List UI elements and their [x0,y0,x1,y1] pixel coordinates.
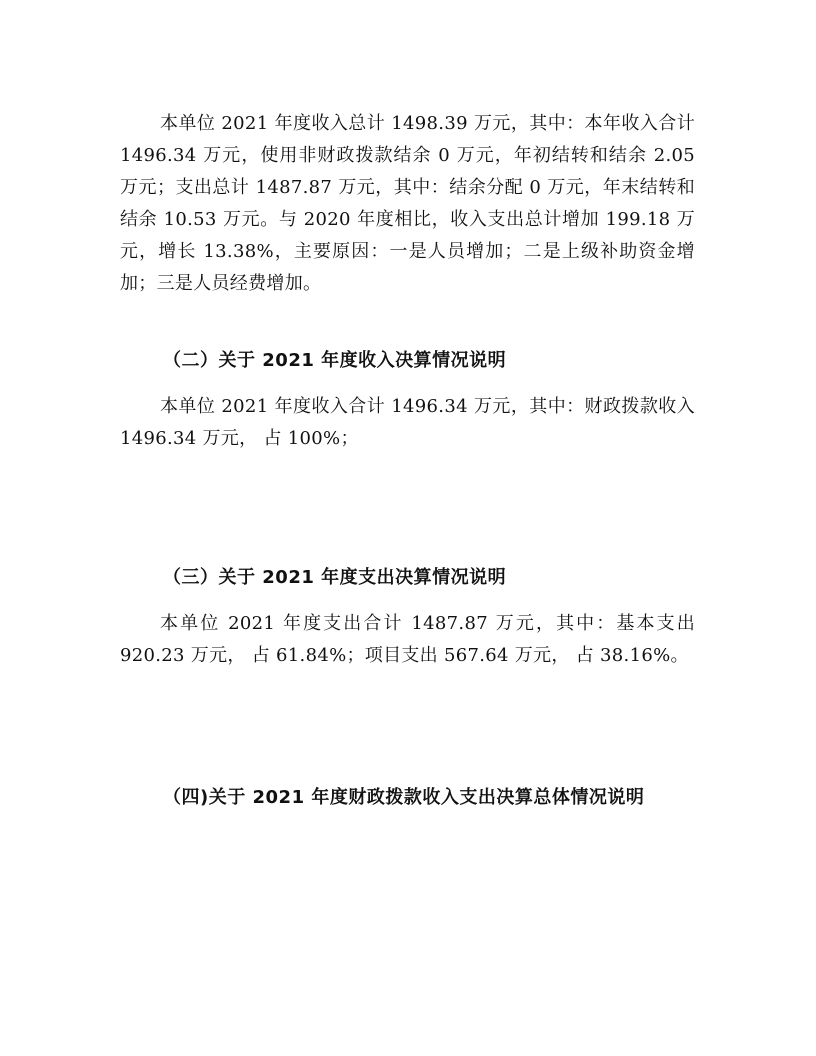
income-expenditure-summary-paragraph: 本单位 2021 年度收入总计 1498.39 万元，其中：本年收入合计 1496.34 万元，使用非财政拨款结余 0 万元，年初结转和结余 2.05 万元；支出总计 1487.87 万元，其中：结余分配 0 万元，年末结转和结余 10.53 万元。与 2020 年度相比，收入支出总计增加 199.18 万元，增长 13.38%，主要原因：一是人员增加；二是上级补助资金增加；三是人员经费增加。 [120,113,695,294]
income-detail-paragraph: 本单位 2021 年度收入合计 1496.34 万元，其中：财政拨款收入 1496.34 万元， 占 100%； [120,396,695,449]
section-heading-fiscal-appropriation: （四)关于 2021 年度财政拨款收入支出决算总体情况说明 [163,787,645,808]
expenditure-detail-paragraph: 本单位 2021 年度支出合计 1487.87 万元，其中：基本支出 920.23 万元， 占 61.84%；项目支出 567.64 万元， 占 38.16%。 [120,613,695,666]
section-heading-income: （二）关于 2021 年度收入决算情况说明 [163,350,507,371]
section-heading-expenditure: （三）关于 2021 年度支出决算情况说明 [163,567,507,588]
